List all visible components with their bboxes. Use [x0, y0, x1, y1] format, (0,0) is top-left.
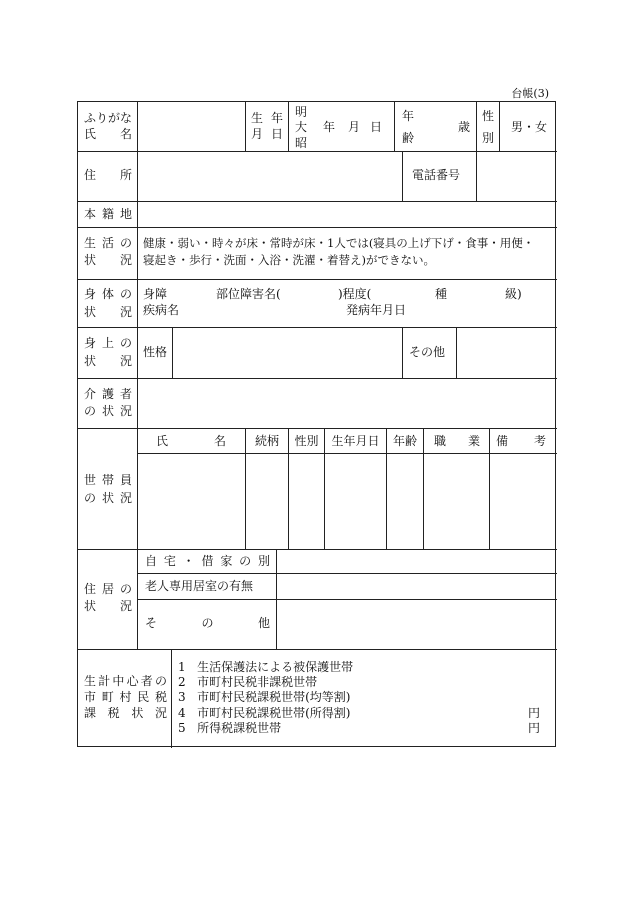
- month-unit: 月: [348, 120, 361, 134]
- tax-option[interactable]: 1 生活保護法による被保護世帯: [178, 660, 354, 674]
- row-divider: [78, 649, 557, 650]
- household-label: の 状 況: [84, 491, 132, 505]
- yen-unit: 円: [527, 721, 540, 735]
- age-unit: 歳: [458, 120, 471, 134]
- residence-other-label: そ の 他: [145, 616, 270, 630]
- body-label: 状 況: [84, 305, 132, 319]
- household-header-name: 氏 名: [156, 434, 226, 448]
- cell-divider: [245, 102, 246, 151]
- residence-other-field[interactable]: [277, 600, 556, 648]
- residence-label: 住 居 の: [84, 582, 132, 596]
- household-members-area[interactable]: [138, 454, 556, 548]
- cell-divider: [402, 151, 403, 201]
- other-field[interactable]: [457, 328, 556, 377]
- day-unit: 日: [370, 120, 383, 134]
- household-header-remarks: 備 考: [496, 434, 546, 448]
- residence-type-field[interactable]: [277, 550, 556, 572]
- phone-field[interactable]: [477, 152, 556, 200]
- senior-room-field[interactable]: [277, 574, 556, 598]
- ledger-caption: 台帳(3): [511, 87, 549, 100]
- name-field[interactable]: [138, 103, 244, 150]
- address-label: 住 所: [84, 168, 132, 182]
- era-showa[interactable]: 昭: [295, 136, 308, 150]
- cell-divider: [499, 102, 500, 151]
- birth-label: 月 日: [251, 127, 283, 141]
- shu-label: 種: [435, 287, 448, 301]
- tax-status-label: 市 町 村 民 税: [84, 690, 167, 704]
- household-header-job: 職 業: [434, 434, 480, 448]
- senior-room-label: 老人専用居室の有無: [145, 579, 254, 593]
- name-label: 氏 名: [84, 127, 132, 141]
- tax-status-label: 課 税 状 況: [84, 706, 167, 720]
- caregiver-label: 介 護 者: [84, 387, 132, 401]
- onset-date-label: 発病年月日: [346, 303, 407, 317]
- row-divider: [78, 279, 557, 280]
- personal-label: 身 上 の: [84, 336, 132, 350]
- residence-type-label: 自 宅 ・ 借 家 の 別: [145, 554, 270, 568]
- household-header-sex: 性別: [294, 434, 319, 448]
- shogai-label: 身障: [143, 287, 168, 301]
- ledger-form: [77, 101, 556, 747]
- tax-status-label: 生 計 中 心 者 の: [84, 674, 167, 688]
- personality-label: 性格: [143, 345, 168, 359]
- era-taisho[interactable]: 大: [295, 120, 308, 134]
- caregiver-field[interactable]: [138, 379, 556, 427]
- household-header-age: 年齢: [392, 434, 417, 448]
- living-label: 生 活 の: [84, 236, 132, 250]
- age-label: 齢: [402, 131, 415, 145]
- furigana-label: ふりがな: [84, 111, 133, 125]
- phone-label: 電話番号: [412, 168, 461, 182]
- sex-label: 性: [482, 109, 495, 123]
- household-label: 世 帯 員: [84, 473, 132, 487]
- tax-option[interactable]: 2 市町村民税非課税世帯: [178, 675, 318, 689]
- label-column-divider: [171, 649, 172, 748]
- tax-option[interactable]: 3 市町村民税課税世帯(均等割): [178, 690, 351, 704]
- year-unit: 年: [323, 120, 336, 134]
- tax-option[interactable]: 5 所得税課税世帯 円: [178, 721, 540, 735]
- living-label: 状 況: [84, 253, 132, 267]
- cell-divider: [288, 102, 289, 151]
- honseki-label: 本 籍 地: [84, 207, 132, 221]
- row-divider: [78, 227, 557, 228]
- teido-label: )程度(: [338, 287, 372, 301]
- household-header-relation: 続柄: [254, 434, 279, 448]
- sex-label: 別: [482, 131, 495, 145]
- personality-field[interactable]: [173, 328, 401, 377]
- age-label: 年: [402, 109, 415, 123]
- personal-label: 状 況: [84, 354, 132, 368]
- cell-divider: [402, 327, 403, 378]
- disease-label: 疾病名: [143, 303, 180, 317]
- yen-unit: 円: [527, 706, 540, 720]
- household-header-birth: 生年月日: [331, 434, 380, 448]
- cell-divider: [394, 102, 395, 151]
- address-field[interactable]: [138, 152, 401, 200]
- living-options-line1[interactable]: 健康・弱い・時々が床・常時が床・1人では(寝具の上げ下げ・食事・用便・: [143, 236, 535, 250]
- kyu-label: 級): [505, 287, 522, 301]
- residence-label: 状 況: [84, 599, 132, 613]
- living-options-line2[interactable]: 寝起き・歩行・洗面・入浴・洗濯・着替え)ができない。: [143, 253, 435, 267]
- tax-option[interactable]: 4 市町村民税課税世帯(所得割) 円: [178, 706, 540, 720]
- body-label: 身 体 の: [84, 287, 132, 301]
- birth-label: 生 年: [251, 111, 283, 125]
- era-meiji[interactable]: 明: [295, 105, 308, 119]
- other-label: その他: [409, 345, 446, 359]
- row-divider: [78, 428, 557, 429]
- bui-label: 部位障害名(: [216, 287, 281, 301]
- sex-choice[interactable]: 男・女: [511, 120, 548, 134]
- cell-divider: [476, 102, 477, 151]
- caregiver-label: の 状 況: [84, 404, 132, 418]
- honseki-field[interactable]: [138, 202, 556, 226]
